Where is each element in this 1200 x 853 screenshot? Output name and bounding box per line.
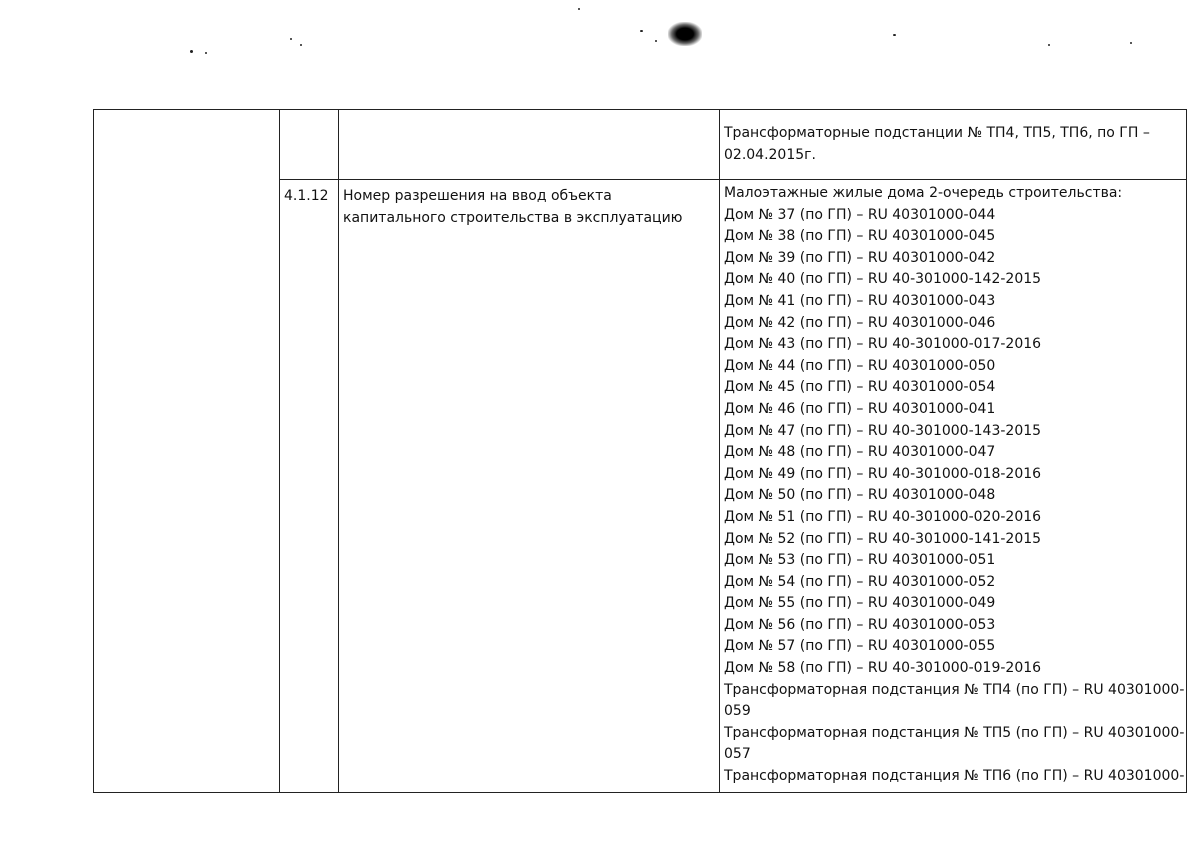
permit-table (93, 109, 1187, 793)
scan-speck (1130, 42, 1132, 44)
scan-speck (640, 30, 643, 32)
value-line: Дом № 53 (по ГП) – RU 40301000-051 (724, 552, 996, 569)
item-value-cell (720, 180, 1187, 793)
value-line: Дом № 50 (по ГП) – RU 40301000-048 (724, 487, 996, 504)
value-line: Дом № 54 (по ГП) – RU 40301000-052 (724, 573, 996, 590)
label-cell-empty (339, 110, 720, 180)
number-cell-empty (280, 110, 339, 180)
item-number: 4.1.12 (284, 188, 329, 204)
value-line: Дом № 56 (по ГП) – RU 40301000-053 (724, 616, 996, 633)
value-line: Дом № 48 (по ГП) – RU 40301000-047 (724, 444, 996, 461)
scan-speck (190, 50, 193, 53)
value-line: Дом № 46 (по ГП) – RU 40301000-041 (724, 400, 996, 417)
section-cell (94, 110, 280, 793)
value-line: Дом № 57 (по ГП) – RU 40301000-055 (724, 638, 996, 655)
item-label-cell (339, 180, 720, 793)
value-line: Дом № 52 (по ГП) – RU 40-301000-141-2015 (724, 530, 1042, 547)
value-line: 059 (724, 703, 751, 720)
value-line: Дом № 55 (по ГП) – RU 40301000-049 (724, 595, 996, 612)
value-line: Дом № 43 (по ГП) – RU 40-301000-017-2016 (724, 336, 1042, 353)
value-line: 02.04.2015г. (724, 146, 816, 163)
value-line: Дом № 45 (по ГП) – RU 40301000-054 (724, 379, 996, 396)
scan-speck (655, 40, 657, 42)
scan-blot (668, 22, 702, 46)
item-label: Номер разрешения на ввод объекта капитального строительства в эксплуатацию (343, 188, 683, 226)
table-row-top (94, 110, 1187, 180)
scan-speck (1048, 44, 1050, 46)
value-line: Дом № 58 (по ГП) – RU 40-301000-019-2016 (724, 660, 1042, 677)
item-number-cell (280, 180, 339, 793)
value-line: Трансформаторные подстанции № ТП4, ТП5, ТП6, по ГП – (724, 125, 1150, 141)
value-cell (720, 110, 1187, 180)
scan-speck (290, 38, 292, 40)
value-line: Дом № 39 (по ГП) – RU 40301000-042 (724, 249, 996, 266)
value-line: 057 (724, 746, 751, 763)
scan-speck (893, 34, 896, 36)
value-line: Дом № 37 (по ГП) – RU 40301000-044 (724, 206, 996, 223)
value-line: Дом № 47 (по ГП) – RU 40-301000-143-2015 (724, 422, 1042, 439)
value-line: Дом № 42 (по ГП) – RU 40301000-046 (724, 314, 996, 331)
scan-speck (205, 52, 207, 54)
value-line: Дом № 49 (по ГП) – RU 40-301000-018-2016 (724, 465, 1042, 482)
value-line: Трансформаторная подстанция № ТП6 (по ГП) – RU 40301000- (724, 768, 1185, 785)
value-line: Дом № 40 (по ГП) – RU 40-301000-142-2015 (724, 271, 1042, 288)
value-line: Трансформаторная подстанция № ТП4 (по ГП) – RU 40301000- (724, 681, 1185, 698)
value-line: Малоэтажные жилые дома 2-очередь строительства: (724, 185, 1123, 201)
value-line: Дом № 41 (по ГП) – RU 40301000-043 (724, 292, 996, 309)
scan-speck (578, 8, 580, 10)
value-line: Дом № 51 (по ГП) – RU 40-301000-020-2016 (724, 508, 1042, 525)
value-line: Дом № 38 (по ГП) – RU 40301000-045 (724, 228, 996, 245)
scan-speck (300, 44, 302, 46)
value-line: Дом № 44 (по ГП) – RU 40301000-050 (724, 357, 996, 374)
value-line: Трансформаторная подстанция № ТП5 (по ГП) – RU 40301000- (724, 724, 1185, 741)
